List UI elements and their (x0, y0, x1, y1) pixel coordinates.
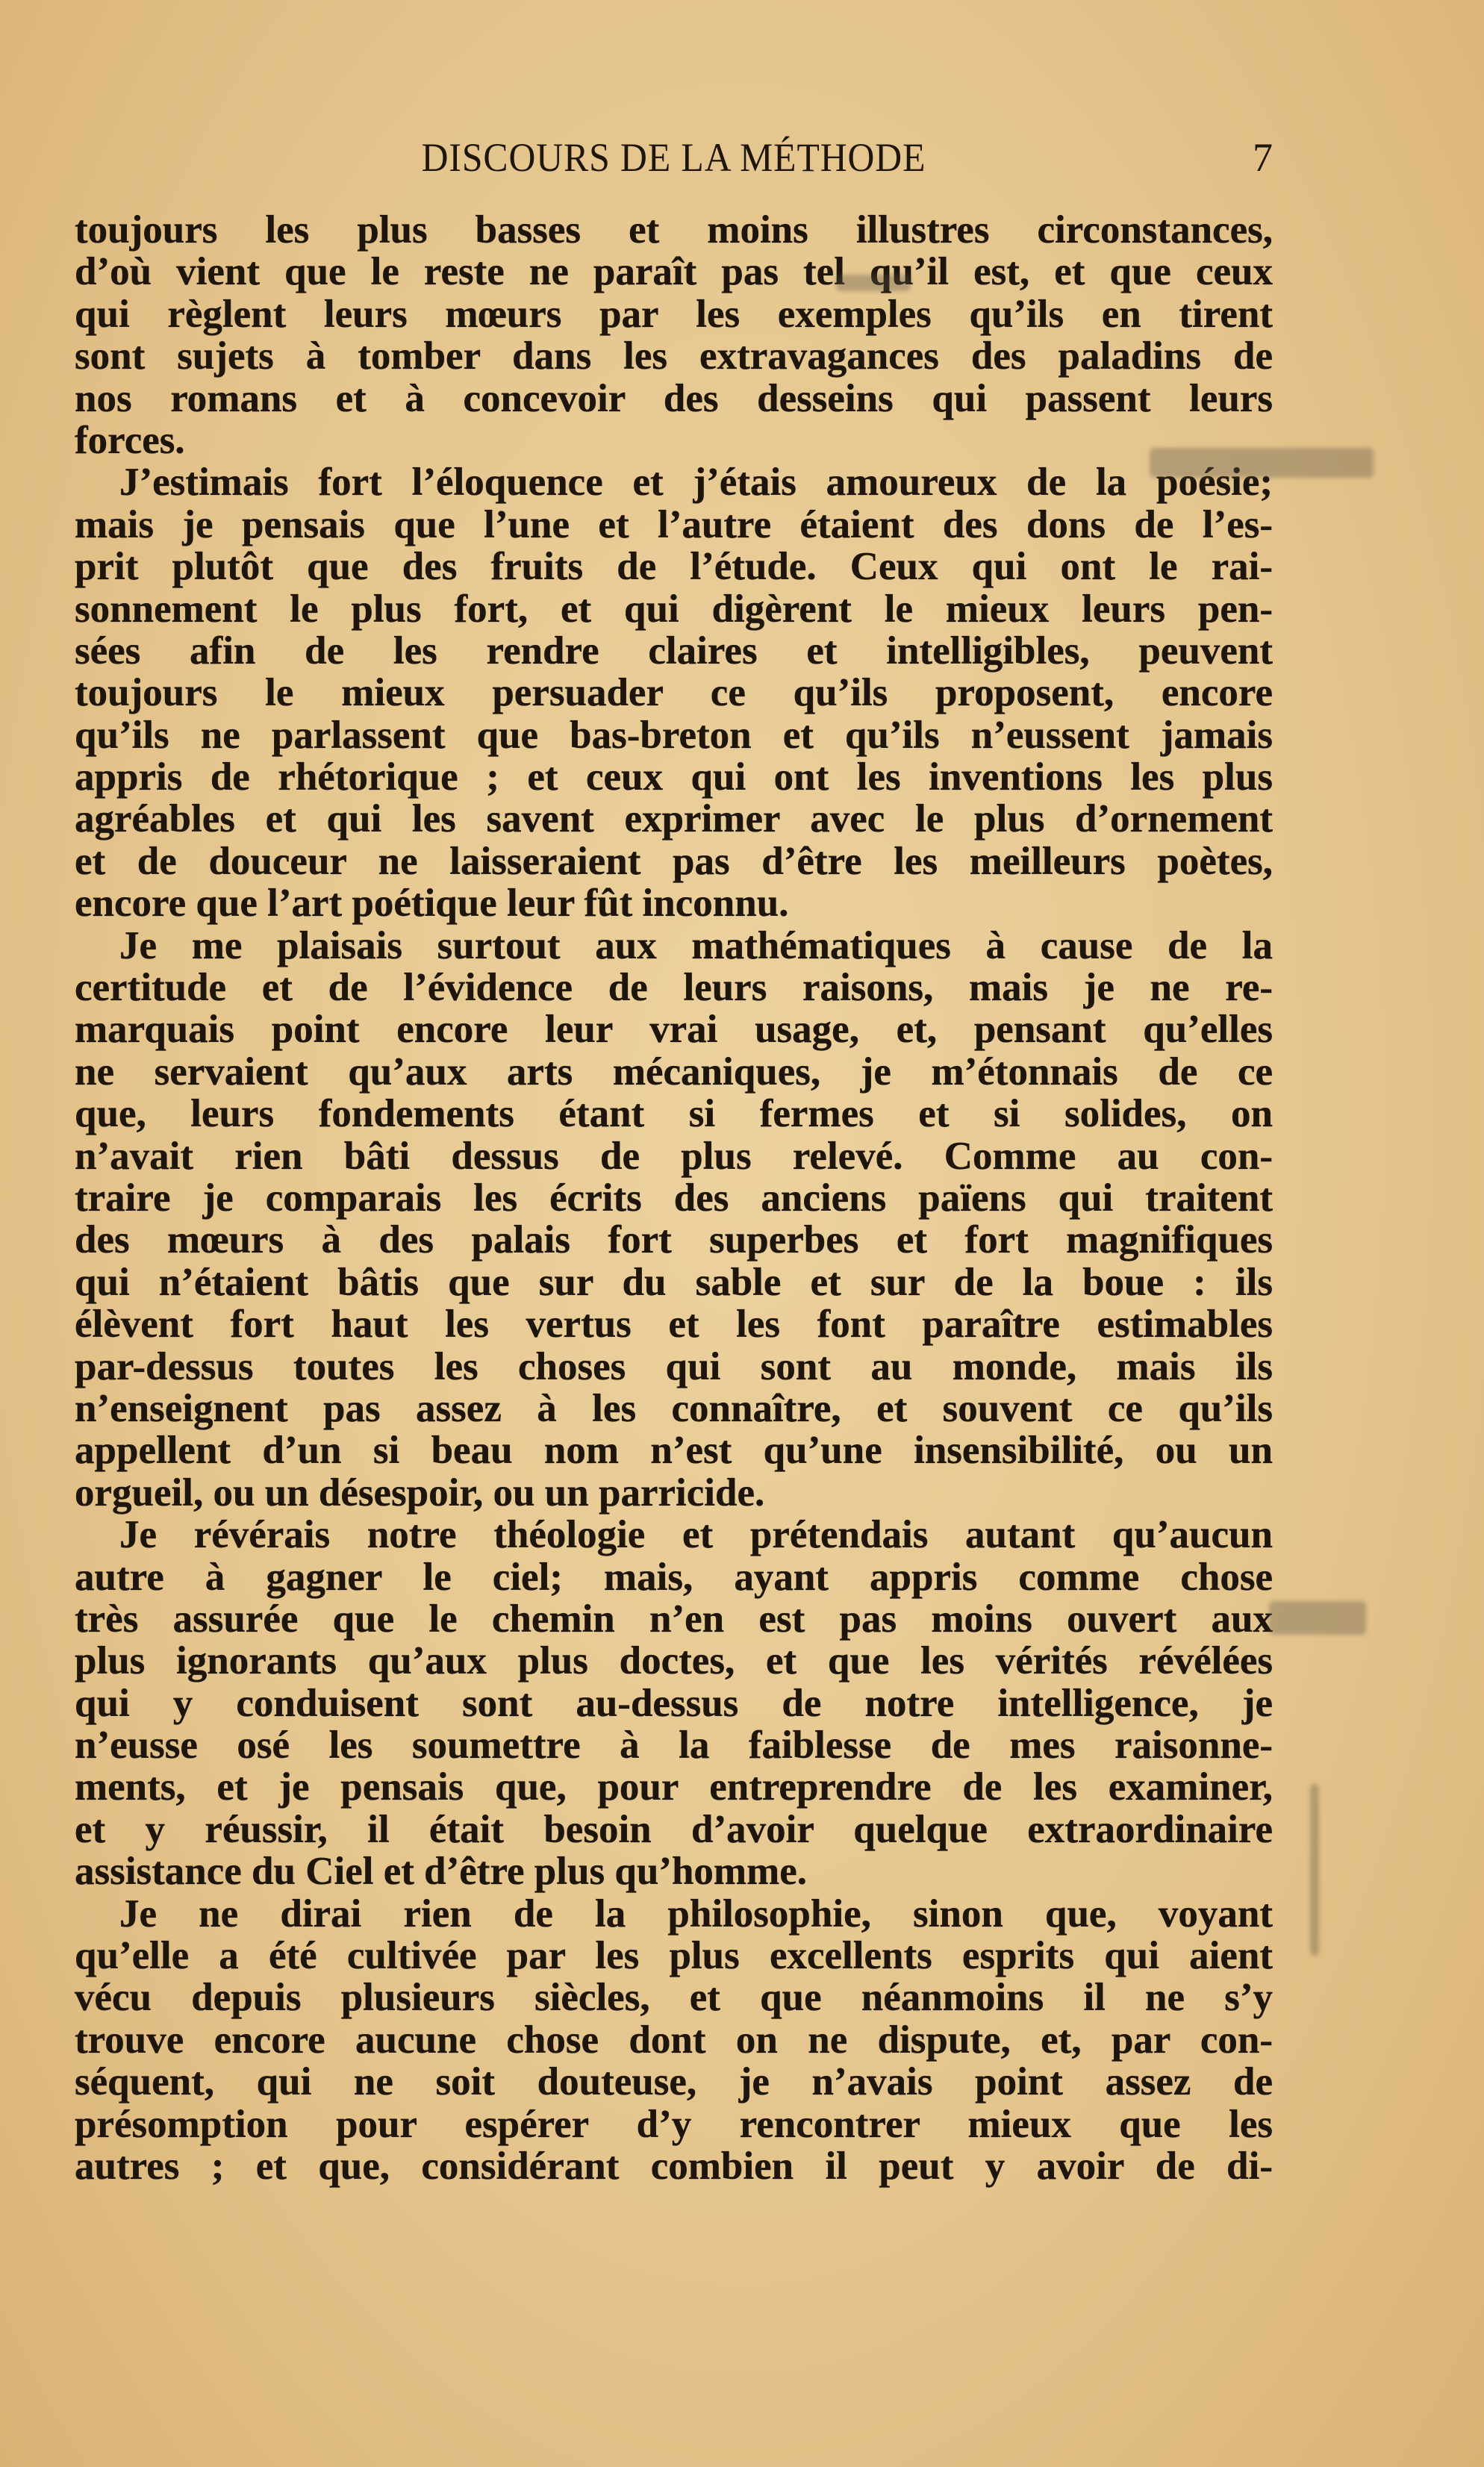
text-line: qu’ils ne parlassent que bas-breton et qu’ils n’eussent jamais (75, 713, 1273, 757)
text-line: vécu depuis plusieurs siècles, et que néanmoins il ne s’y (75, 1976, 1273, 2020)
text-line: n’eusse osé les soumettre à la faiblesse de mes raisonne- (75, 1724, 1273, 1768)
paragraph (75, 209, 1273, 461)
text-line: des mœurs à des palais fort superbes et fort magnifiques (75, 1218, 1273, 1262)
text-line: ne servaient qu’aux arts mécaniques, je m’étonnais de ce (75, 1050, 1273, 1094)
paragraph (75, 1514, 1273, 1893)
text-line: ments, et je pensais que, pour entreprendre de les examiner, (75, 1765, 1273, 1809)
text-line: d’où vient que le reste ne paraît pas tel qu’il est, et que ceux (75, 250, 1273, 294)
paragraph (75, 1893, 1273, 2188)
text-line: autre à gagner le ciel; mais, ayant appris comme chose (75, 1555, 1273, 1599)
text-line: élèvent fort haut les vertus et les font paraître estimables (75, 1303, 1273, 1347)
text-line: autres ; et que, considérant combien il peut y avoir de di- (75, 2144, 1273, 2188)
text-line: toujours les plus basses et moins illustres circonstances, (75, 208, 1273, 252)
text-line: assistance du Ciel et d’être plus qu’homme. (75, 1850, 807, 1894)
page-header (75, 134, 1273, 187)
text-line: prit plutôt que des fruits de l’étude. Ceux qui ont le rai- (75, 545, 1273, 589)
text-line: nos romans et à concevoir des desseins qui passent leurs (75, 376, 1273, 420)
text-line: par-dessus toutes les choses qui sont au monde, mais ils (75, 1344, 1273, 1388)
text-line: et y réussir, il était besoin d’avoir quelque extraordinaire (75, 1807, 1273, 1851)
text-line: Je ne dirai rien de la philosophie, sinon que, voyant (119, 1891, 1273, 1936)
text-line: sont sujets à tomber dans les extravagances des paladins de (75, 334, 1273, 378)
text-line: traire je comparais les écrits des anciens païens qui traitent (75, 1176, 1273, 1220)
text-line: sées afin de les rendre claires et intelligibles, peuvent (75, 629, 1273, 673)
paragraph (75, 925, 1273, 1514)
text-line: n’avait rien bâti dessus de plus relevé. Comme au con- (75, 1134, 1273, 1178)
text-line: sonnement le plus fort, et qui digèrent le mieux leurs pen- (75, 587, 1273, 631)
text-line: qui y conduisent sont au-dessus de notre intelligence, je (75, 1681, 1273, 1725)
text-line: présomption pour espérer d’y rencontrer mieux que les (75, 2102, 1273, 2146)
text-line: séquent, qui ne soit douteuse, je n’avais point assez de (75, 2060, 1273, 2104)
text-line: mais je pensais que l’une et l’autre étaient des dons de l’es- (75, 502, 1273, 546)
text-line: certitude et de l’évidence de leurs raisons, mais je ne re- (75, 966, 1273, 1010)
body-text (75, 209, 1273, 2187)
pencil-mark (1310, 1784, 1319, 1956)
text-line: forces. (75, 418, 185, 462)
text-line: J’estimais fort l’éloquence et j’étais amoureux de la poésie; (119, 461, 1273, 505)
pencil-mark (1269, 1601, 1366, 1635)
running-title: DISCOURS DE LA MÉTHODE (421, 135, 926, 180)
text-line: marquais point encore leur vrai usage, et, pensant qu’elles (75, 1008, 1273, 1052)
text-line: n’enseignent pas assez à les connaître, et souvent ce qu’ils (75, 1386, 1273, 1430)
text-line: que, leurs fondements étant si fermes et si solides, on (75, 1092, 1273, 1136)
paragraph (75, 461, 1273, 924)
text-line: plus ignorants qu’aux plus doctes, et que les vérités révélées (75, 1639, 1273, 1683)
pencil-mark (836, 275, 911, 291)
text-line: trouve encore aucune chose dont on ne dispute, et, par con- (75, 2018, 1273, 2062)
text-line: appris de rhétorique ; et ceux qui ont les inventions les plus (75, 755, 1273, 799)
text-line: agréables et qui les savent exprimer avec le plus d’ornement (75, 797, 1273, 841)
text-line: appellent d’un si beau nom n’est qu’une insensibilité, ou un (75, 1429, 1273, 1473)
text-line: Je révérais notre théologie et prétendais autant qu’aucun (119, 1513, 1273, 1557)
text-line: encore que l’art poétique leur fût inconnu. (75, 882, 789, 926)
text-line: très assurée que le chemin n’en est pas moins ouvert aux (75, 1597, 1273, 1641)
text-line: qu’elle a été cultivée par les plus excellents esprits qui aient (75, 1934, 1273, 1978)
text-line: et de douceur ne laisseraient pas d’être les meilleurs poètes, (75, 839, 1273, 883)
text-line: orgueil, ou un désespoir, ou un parricide. (75, 1470, 765, 1515)
text-line: Je me plaisais surtout aux mathématiques à cause de la (119, 923, 1273, 967)
pencil-mark (1150, 448, 1374, 478)
text-line: toujours le mieux persuader ce qu’ils proposent, encore (75, 671, 1273, 715)
text-line: qui n’étaient bâtis que sur du sable et sur de la boue : ils (75, 1260, 1273, 1304)
page-number: 7 (1253, 135, 1273, 180)
text-line: qui règlent leurs mœurs par les exemples qu’ils en tirent (75, 292, 1273, 336)
